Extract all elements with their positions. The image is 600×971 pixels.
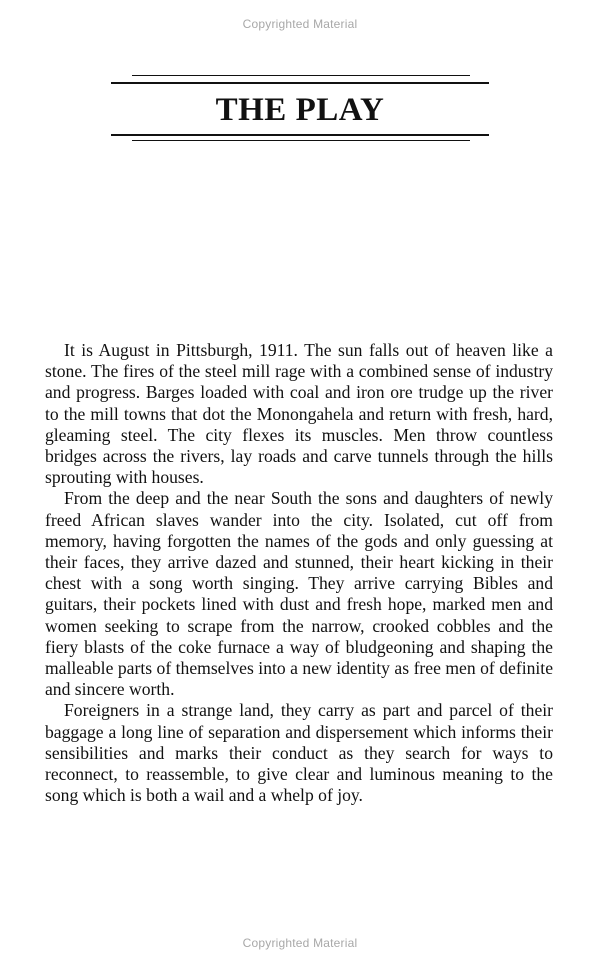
top-rule-thick [111, 82, 489, 84]
bottom-rule-thick [111, 134, 489, 136]
body-text [45, 340, 553, 806]
paragraph: From the deep and the near South the sons and daughters of newly freed African slaves wander into the city. Isolated, cut off from memory, having forgotten the names of the gods and only guessing at their faces, they arrive dazed and stunned, their heart kicking in their chest with a song worth singing. They arrive carrying Bibles and guitars, their pockets lined with dust and fresh hope, marked men and women seeking to scrape from the narrow, crooked cobbles and the fiery blasts of the coke furnace a way of bludgeoning and shaping the malleable parts of themselves into a new identity as free men of definite and sincere worth. [45, 488, 553, 700]
copyright-watermark-bottom: Copyrighted Material [242, 936, 358, 950]
bottom-rule-thin [132, 140, 470, 141]
top-rule-thin [132, 75, 470, 76]
paragraph: Foreigners in a strange land, they carry as part and parcel of their baggage a long line of separation and dispersement which informs their sensibilities and marks their conduct as they search for ways to reconnect, to reassemble, to give clear and luminous meaning to the song which is both a wail and a whelp of joy. [45, 700, 553, 806]
chapter-title: THE PLAY [215, 92, 385, 128]
paragraph: It is August in Pittsburgh, 1911. The sun falls out of heaven like a stone. The fires of the steel mill rage with a combined sense of industry and progress. Barges loaded with coal and iron ore trudge up the river to the mill towns that dot the Monongahela and return with fresh, hard, gleaming steel. The city flexes its muscles. Men throw countless bridges across the rivers, lay roads and carve tunnels through the hills sprouting with houses. [45, 340, 553, 488]
copyright-watermark-top: Copyrighted Material [242, 17, 358, 31]
